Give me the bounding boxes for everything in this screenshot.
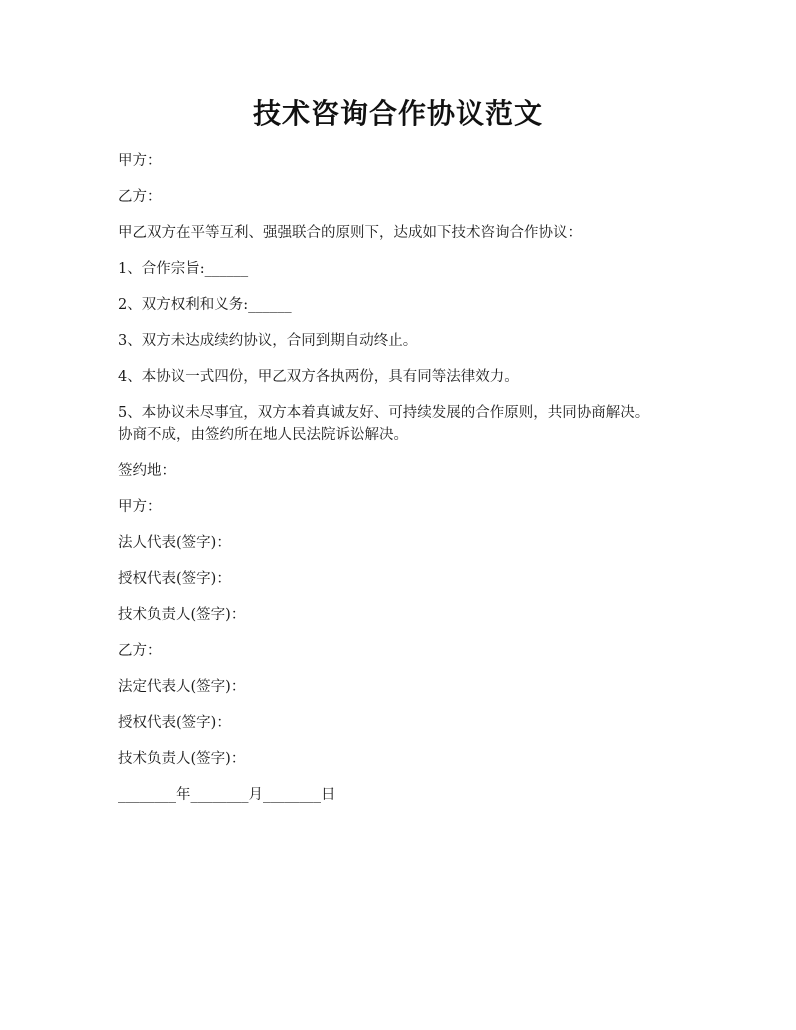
party-b-label: 乙方：: [118, 189, 162, 205]
intro-paragraph: 甲乙双方在平等互利、强强联合的原则下，达成如下技术咨询合作协议：: [118, 225, 582, 241]
party-b-signature-heading: 乙方：: [118, 643, 162, 659]
document-title: 技术咨询合作协议范文: [252, 97, 543, 130]
party-a-signature-heading: 甲方：: [118, 499, 162, 515]
document-body: [118, 150, 678, 820]
clause-4: 4、本协议一式四份，甲乙双方各执两份，具有同等法律效力。: [118, 369, 519, 385]
party-b-authorized-rep: 授权代表(签字)：: [118, 715, 231, 731]
party-b-tech-lead: 技术负责人(签字)：: [118, 751, 246, 767]
clause-5: 5、本协议未尽事宜，双方本着真诚友好、可持续发展的合作原则，共同协商解决。协商不成，由签约所在地人民法院诉讼解决。: [118, 405, 650, 443]
clause-2: 2、双方权利和义务:______: [118, 297, 292, 313]
date-line: ________年________月________日: [118, 787, 336, 803]
clause-3: 3、双方未达成续约协议，合同到期自动终止。: [118, 333, 418, 349]
party-a-tech-lead: 技术负责人(签字)：: [118, 607, 246, 623]
clause-1: 1、合作宗旨:______: [118, 261, 249, 277]
party-a-label: 甲方：: [118, 153, 162, 169]
party-a-legal-rep: 法人代表(签字)：: [118, 535, 231, 551]
party-b-legal-rep: 法定代表人(签字)：: [118, 679, 246, 695]
party-a-authorized-rep: 授权代表(签字)：: [118, 571, 231, 587]
signing-place: 签约地：: [118, 463, 176, 479]
